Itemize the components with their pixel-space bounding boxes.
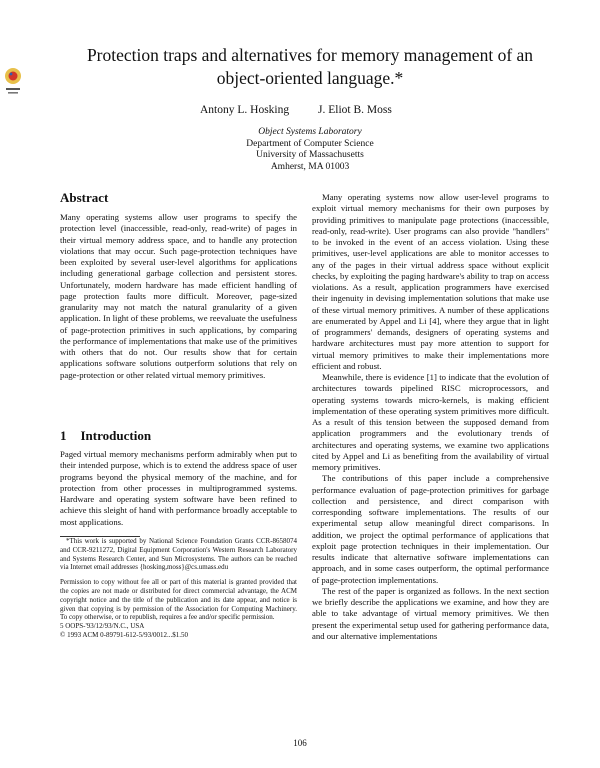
conference-line: 5 OOPS-'93/12/93/N.C., USA [60, 622, 145, 631]
right-paragraph-4: The rest of the paper is organized as follows. In the next section we briefly describe the applications we examine, and how they are able to take advantage of virtual memory primitives. We then present the experimental setup used for gathering performance data, and our alternative implementations [312, 585, 549, 641]
abstract-heading: Abstract [60, 190, 109, 205]
right-paragraph-2: Meanwhile, there is evidence [1] to indicate that the evolution of architectures towards pipelined RISC microprocessors, and operating systems towards micro-kernels, is making efficient implementation of these operating system primitives more difficult. As a result of this tension between the supposed demand from application programmers and the evolutionary trends of architectures and operating systems, we examine two applications cited by Appel and Li as benefiting from the availability of virtual memory primitives. [312, 372, 549, 472]
abstract-body [60, 212, 297, 381]
section-title: Introduction [80, 428, 152, 443]
isbn-line: © 1993 ACM 0-89791-612-5/93/0012...$1.50 [60, 630, 189, 639]
introduction-body [60, 449, 297, 528]
permission-notice: Permission to copy without fee all or part of this material is granted provided that the copies are not made or distributed for direct commercial advantage, the ACM copyright notice and the title of the publication and its date appear, and notice is given that copying is by permission of the Association for Computing Machinery. To copy otherwise, or to republish, requires a fee and/or specific permission. [60, 578, 297, 622]
intro-text: Paged virtual memory mechanisms perform admirably when put to their intended purpose, which is to extend the address space of user programs beyond the physical memory of the machine, and for protection from other processes in multiprogrammed systems. Hardware and operating system software have been refined to achieve this sleight of hand with performance broadly acceptable to most applications. [60, 449, 297, 527]
right-paragraph-1: Many operating systems now allow user-level programs to exploit virtual memory mechanisms for their own purposes by providing primitives to manipulate page protections (inaccessible, read-only, read-write). User programs can also provide "handlers" to be invoked in the event of an access violation. Using these primitives, user-level applications are able to monitor accesses to any of the pages in their virtual address space without explicit checks, by exploiting the paging hardware's ability to trap on access violations. As a result, application programmers have exercised their ingenuity in devising implementation solutions that make use of these virtual memory primitives. A number of these applications are enumerated by Appel and Li [4], where they argue that in light of programmers' demands, designers of operating systems and hardware architectures must pay more attention to support for virtual memory primitives to make their implementations more efficient and robust. [312, 192, 549, 371]
footnote-funding: *This work is supported by National Science Foundation Grants CCR-8658074 and CCR-9211272, Digital Equipment Corporation's Western Research Laboratory and Systems Research Center, and Sun Microsystems. The authors can be reached via Internet email addresses {hosking,moss}@cs.umass.edu [60, 537, 297, 572]
author-moss: J. Eliot B. Moss [318, 104, 392, 116]
section-number: 1 [60, 428, 67, 443]
footnote-block [60, 537, 297, 640]
author-hosking: Antony L. Hosking [200, 104, 290, 116]
introduction-heading [60, 428, 151, 444]
paper-title [60, 44, 560, 90]
right-paragraph-3: The contributions of this paper include a comprehensive performance evaluation of page-protection primitives for garbage collection and persistence, and direct comparison with corresponding software implementations. The results of our experimental setup allow meaningful direct comparisons. In addition, we project the optimal performance of applications that exploit page protection techniques in their implementation. Our results indicate that alternative software implementations can approach, and in some cases outperform, the optimal performance of page-protection implementations. [312, 473, 549, 585]
page-number: 106 [293, 738, 307, 748]
affiliation-dept: Department of Computer Science [246, 138, 374, 149]
affiliation-university: University of Massachusetts [256, 150, 364, 160]
affiliation [160, 127, 460, 173]
affiliation-lab: Object Systems Laboratory [258, 127, 362, 137]
right-column [312, 192, 549, 642]
abstract-text: Many operating systems allow user programs to specify the protection level (inaccessible, read-only, read-write) of pages in their virtual memory address space, and to handle any protection violations that may occur. Such page-protection techniques have been exploited by several user-level algorithms for applications including generational garbage collection and persistent stores. Unfortunately, modern hardware has made efficient handling of page protection faults more difficult. Moreover, page-sized granularity may not match the natural granularity of a given application. In light of these problems, we reevaluate the usefulness of page-protection primitives in such applications, by comparing the performance of implementations that make use of the primitives with others that do not. Our results show that for certain applications software solutions outperform solutions that rely on page-protection or other related virtual memory primitives. [60, 212, 297, 380]
conference-logo [2, 60, 24, 100]
title-line-1: Protection traps and alternatives for memory management of an [86, 45, 534, 65]
affiliation-city: Amherst, MA 01003 [270, 161, 350, 172]
title-line-2: object-oriented language.* [216, 68, 404, 88]
